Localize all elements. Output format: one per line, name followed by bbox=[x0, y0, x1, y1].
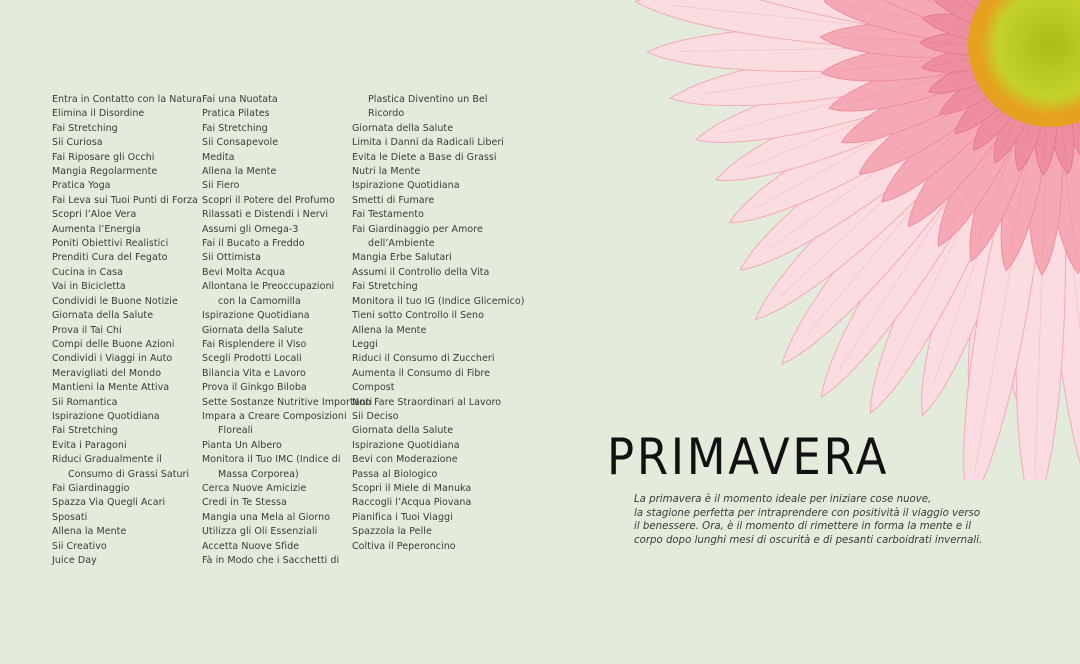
activity-item bbox=[352, 396, 525, 410]
activity-label: Mangia una Mela al Giorno bbox=[202, 511, 331, 523]
activity-item bbox=[352, 93, 525, 107]
activity-item bbox=[202, 208, 372, 222]
activity-label: Sposati bbox=[52, 511, 88, 523]
activity-item bbox=[202, 122, 372, 136]
activity-label: Allena la Mente bbox=[202, 166, 277, 178]
activity-item bbox=[52, 165, 202, 179]
activity-label-line: Plastica Diventino un Bel bbox=[368, 94, 488, 105]
activity-item bbox=[202, 381, 372, 395]
activity-item bbox=[52, 439, 202, 453]
activity-item bbox=[352, 352, 525, 366]
activity-item bbox=[202, 554, 372, 568]
activity-item bbox=[352, 338, 525, 352]
activity-label: Pianifica i Tuoi Viaggi bbox=[352, 511, 453, 523]
activity-item bbox=[352, 295, 525, 309]
intro-line: La primavera è il momento ideale per iniziare cose nuove, bbox=[634, 494, 932, 505]
season-title: PRIMAVERA bbox=[607, 428, 890, 486]
activity-label: Limita i Danni da Radicali Liberi bbox=[352, 137, 504, 149]
activity-label: Giornata della Salute bbox=[352, 122, 454, 134]
activity-label: Pratica Yoga bbox=[52, 180, 111, 192]
activity-label-line: Impara a Creare Composizioni bbox=[202, 410, 347, 422]
activity-item bbox=[52, 482, 202, 496]
intro-line: la stagione perfetta per intraprendere con positività il viaggio verso bbox=[634, 507, 981, 519]
activity-label: Ispirazione Quotidiana bbox=[352, 439, 460, 451]
activity-item bbox=[352, 280, 525, 294]
activity-item bbox=[52, 367, 202, 381]
activity-item bbox=[52, 496, 202, 510]
activity-item bbox=[202, 511, 372, 525]
activity-label: Fai Leva sui Tuoi Punti di Forza bbox=[52, 194, 198, 206]
activity-label: Fai Testamento bbox=[352, 209, 424, 221]
activity-label-line: Consumo di Grassi Saturi bbox=[68, 468, 190, 480]
activity-label-line: con la Camomilla bbox=[218, 295, 301, 307]
intro-line: il benessere. Ora, è il momento di rimettere in forma la mente e il bbox=[634, 521, 972, 533]
activity-label: Raccogli l’Acqua Piovana bbox=[352, 497, 472, 509]
activity-label: Compi delle Buone Azioni bbox=[52, 338, 175, 350]
activity-item bbox=[352, 381, 525, 395]
activity-item bbox=[202, 93, 372, 107]
activity-label: Scegli Prodotti Locali bbox=[202, 353, 302, 365]
activity-item bbox=[352, 496, 525, 510]
activity-item bbox=[52, 179, 202, 193]
season-intro bbox=[634, 493, 1014, 548]
activity-item bbox=[52, 136, 202, 150]
activity-label-line: Floreali bbox=[218, 425, 253, 437]
activity-item bbox=[52, 223, 202, 237]
activity-label: Fai Stretching bbox=[352, 281, 418, 293]
activity-label: Mantieni la Mente Attiva bbox=[52, 382, 170, 394]
activity-label: Aumenta l’Energia bbox=[52, 223, 141, 235]
activity-item bbox=[52, 324, 202, 338]
activity-item bbox=[352, 136, 525, 150]
activity-label: Entra in Contatto con la Natura bbox=[52, 94, 202, 105]
activity-label: Passa al Biologico bbox=[352, 468, 438, 480]
activity-label: Fai Stretching bbox=[202, 122, 268, 134]
activity-label: Rilassati e Distendi i Nervi bbox=[202, 209, 329, 221]
activity-label-line: Allontana le Preoccupazioni bbox=[202, 281, 335, 293]
activity-item bbox=[352, 540, 525, 554]
activity-item bbox=[202, 179, 372, 193]
activity-label-line: Monitora il Tuo IMC (Indice di bbox=[202, 454, 341, 466]
activity-item bbox=[202, 107, 372, 121]
activity-item bbox=[202, 410, 372, 439]
activity-item bbox=[352, 223, 525, 252]
activity-label: Utilizza gli Oli Essenziali bbox=[202, 526, 318, 538]
activity-label: Fai il Bucato a Freddo bbox=[202, 238, 305, 250]
activity-label: Medita bbox=[202, 151, 235, 163]
activity-item bbox=[202, 367, 372, 381]
activity-label: Condividi le Buone Notizie bbox=[52, 295, 178, 307]
activity-label: Sette Sostanze Nutritive Importanti bbox=[202, 396, 373, 408]
activity-label: Allena la Mente bbox=[52, 526, 127, 538]
activity-item bbox=[352, 525, 525, 539]
activity-item bbox=[202, 396, 372, 410]
activity-item bbox=[352, 251, 525, 265]
activity-item bbox=[52, 237, 202, 251]
activity-label: Tieni sotto Controllo il Seno bbox=[352, 310, 484, 322]
activity-label: Bevi Molta Acqua bbox=[202, 266, 286, 278]
activity-label: Smetti di Fumare bbox=[352, 194, 435, 206]
activity-label: Giornata della Salute bbox=[52, 310, 154, 322]
activity-list-column-1 bbox=[52, 93, 202, 568]
activity-item bbox=[352, 511, 525, 525]
activity-label: Coltiva il Peperoncino bbox=[352, 540, 456, 552]
activity-label: Assumi gli Omega-3 bbox=[202, 223, 299, 235]
activity-label: Fà in Modo che i Sacchetti di bbox=[202, 555, 340, 566]
activity-item bbox=[352, 122, 525, 136]
activity-label: Sii Ottimista bbox=[202, 252, 261, 264]
activity-item bbox=[202, 280, 372, 309]
activity-item bbox=[202, 338, 372, 352]
activity-label: Bilancia Vita e Lavoro bbox=[202, 367, 306, 379]
activity-item bbox=[352, 439, 525, 453]
activity-label: Credi in Te Stessa bbox=[202, 497, 287, 509]
activity-label: Pratica Pilates bbox=[202, 108, 270, 120]
activity-item bbox=[52, 151, 202, 165]
activity-label: Accetta Nuove Sfide bbox=[202, 540, 300, 552]
activity-label: Fai una Nuotata bbox=[202, 94, 278, 105]
activity-item bbox=[202, 324, 372, 338]
activity-label: Sii Curiosa bbox=[52, 137, 103, 149]
activity-label: Riduci il Consumo di Zuccheri bbox=[352, 353, 495, 365]
activity-label: Sii Fiero bbox=[202, 180, 240, 192]
activity-label: Aumenta il Consumo di Fibre bbox=[352, 367, 491, 379]
activity-item bbox=[202, 151, 372, 165]
activity-label: Scopri il Potere del Profumo bbox=[202, 194, 335, 206]
activity-item bbox=[352, 468, 525, 482]
activity-label: Ispirazione Quotidiana bbox=[202, 310, 310, 322]
activity-item bbox=[202, 237, 372, 251]
activity-item bbox=[52, 396, 202, 410]
activity-item bbox=[202, 439, 372, 453]
activity-item bbox=[52, 309, 202, 323]
activity-label: Prova il Ginkgo Biloba bbox=[202, 382, 307, 394]
activity-item bbox=[52, 352, 202, 366]
activity-label: Sii Creativo bbox=[52, 540, 107, 552]
activity-item bbox=[52, 295, 202, 309]
activity-item bbox=[202, 540, 372, 554]
activity-label: Fai Riposare gli Occhi bbox=[52, 151, 155, 163]
activity-label: Spazza Via Quegli Acari bbox=[52, 497, 166, 509]
activity-item bbox=[352, 367, 525, 381]
activity-item bbox=[52, 381, 202, 395]
activity-item bbox=[52, 107, 202, 121]
activity-item bbox=[352, 424, 525, 438]
activity-item bbox=[52, 208, 202, 222]
activity-label: Evita le Diete a Base di Grassi bbox=[352, 151, 497, 163]
activity-label: Elimina il Disordine bbox=[52, 108, 145, 120]
activity-label: Giornata della Salute bbox=[202, 324, 304, 336]
activity-list-column-3 bbox=[352, 93, 525, 554]
activity-label: Cucina in Casa bbox=[52, 266, 123, 278]
activity-label: Fai Stretching bbox=[52, 425, 118, 437]
activity-item bbox=[202, 266, 372, 280]
activity-label: Sii Romantica bbox=[52, 396, 118, 408]
pink-gerbera-flower-image bbox=[600, 0, 1080, 480]
activity-label-line: Massa Corporea) bbox=[218, 468, 299, 480]
activity-item bbox=[52, 540, 202, 554]
activity-label: Fai Risplendere il Viso bbox=[202, 338, 307, 350]
activity-label: Assumi il Controllo della Vita bbox=[352, 266, 490, 278]
activity-item bbox=[352, 194, 525, 208]
activity-item bbox=[52, 194, 202, 208]
activity-label: Allena la Mente bbox=[352, 324, 427, 336]
activity-item bbox=[202, 309, 372, 323]
activity-item bbox=[52, 453, 202, 482]
activity-item bbox=[52, 525, 202, 539]
activity-label: Bevi con Moderazione bbox=[352, 454, 458, 466]
activity-item bbox=[352, 453, 525, 467]
activity-item bbox=[202, 525, 372, 539]
activity-item bbox=[352, 107, 525, 121]
activity-list-column-2 bbox=[202, 93, 372, 568]
activity-item bbox=[352, 324, 525, 338]
activity-label: Meravigliati del Mondo bbox=[52, 367, 162, 379]
activity-label: Leggi bbox=[352, 338, 378, 350]
activity-label: Sii Deciso bbox=[352, 410, 399, 422]
activity-item bbox=[202, 251, 372, 265]
activity-label: Prenditi Cura del Fegato bbox=[52, 252, 168, 264]
activity-item bbox=[202, 352, 372, 366]
activity-item bbox=[52, 554, 202, 568]
activity-item bbox=[202, 453, 372, 482]
activity-label: Spazzola la Pelle bbox=[352, 526, 432, 538]
activity-item bbox=[352, 309, 525, 323]
activity-label: Mangia Regolarmente bbox=[52, 166, 158, 178]
activity-label-line: dell’Ambiente bbox=[368, 238, 435, 250]
activity-item bbox=[352, 179, 525, 193]
activity-label: Pianta Un Albero bbox=[202, 439, 282, 451]
activity-label: Poniti Obiettivi Realistici bbox=[52, 238, 169, 250]
activity-label: Ispirazione Quotidiana bbox=[52, 410, 160, 422]
activity-item bbox=[52, 266, 202, 280]
activity-label: Fai Stretching bbox=[52, 122, 118, 134]
activity-label: Juice Day bbox=[52, 555, 97, 566]
activity-label: Ispirazione Quotidiana bbox=[352, 180, 460, 192]
activity-item bbox=[52, 338, 202, 352]
intro-line: corpo dopo lunghi mesi di oscurità e di pesanti carboidrati invernali. bbox=[634, 535, 983, 547]
activity-item bbox=[52, 410, 202, 424]
activity-label-line: Riduci Gradualmente il bbox=[52, 454, 162, 466]
activity-item bbox=[352, 410, 525, 424]
activity-label: Cerca Nuove Amicizie bbox=[202, 482, 307, 494]
activity-label: Scopri il Miele di Manuka bbox=[352, 482, 472, 494]
activity-item bbox=[202, 194, 372, 208]
activity-item bbox=[52, 122, 202, 136]
activity-label-line: Fai Giardinaggio per Amore bbox=[352, 223, 483, 235]
activity-label: Nutri la Mente bbox=[352, 166, 421, 178]
activity-label: Sii Consapevole bbox=[202, 137, 279, 149]
activity-label: Non Fare Straordinari al Lavoro bbox=[352, 396, 502, 408]
activity-label: Vai in Bicicletta bbox=[52, 281, 126, 293]
activity-item bbox=[52, 93, 202, 107]
activity-label: Monitora il tuo IG (Indice Glicemico) bbox=[352, 295, 525, 307]
activity-item bbox=[52, 511, 202, 525]
activity-label: Evita i Paragoni bbox=[52, 439, 127, 451]
activity-item bbox=[202, 496, 372, 510]
activity-label: Scopri l’Aloe Vera bbox=[52, 209, 137, 221]
activity-label: Condividi i Viaggi in Auto bbox=[52, 353, 173, 365]
activity-label-line: Ricordo bbox=[368, 108, 405, 120]
activity-label: Fai Giardinaggio bbox=[52, 482, 130, 494]
activity-item bbox=[352, 165, 525, 179]
activity-label: Compost bbox=[352, 382, 395, 394]
activity-label: Prova il Tai Chi bbox=[52, 324, 122, 336]
activity-item bbox=[52, 280, 202, 294]
activity-item bbox=[352, 208, 525, 222]
activity-label: Giornata della Salute bbox=[352, 425, 454, 437]
activity-item bbox=[52, 424, 202, 438]
activity-item bbox=[352, 266, 525, 280]
activity-item bbox=[352, 151, 525, 165]
activity-item bbox=[202, 482, 372, 496]
activity-item bbox=[52, 251, 202, 265]
activity-item bbox=[202, 165, 372, 179]
activity-item bbox=[202, 223, 372, 237]
activity-item bbox=[202, 136, 372, 150]
activity-item bbox=[352, 482, 525, 496]
activity-label: Mangia Erbe Salutari bbox=[352, 252, 452, 264]
